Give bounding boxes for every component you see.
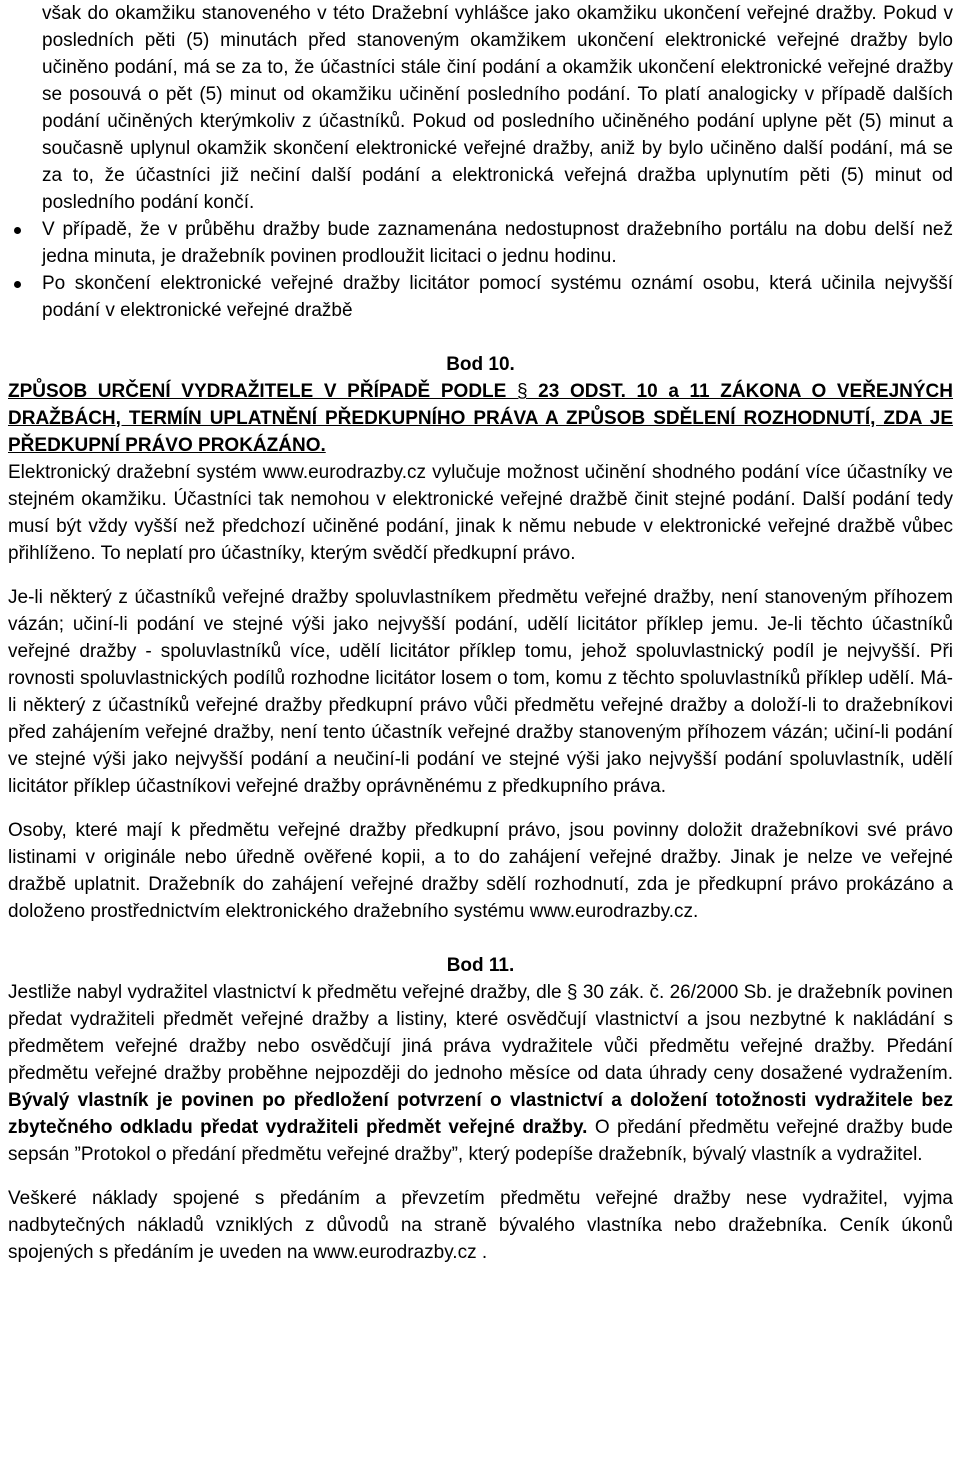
paragraph-text-end: O předání předmětu veřejné dražby bude sepsán ”Protokol o předání předmětu veřejné dražby”, který podepíše dražebník, bývalý vlastník a vydražitel. <box>8 1117 953 1165</box>
section-symbol: § <box>566 982 578 1003</box>
paragraph-text-cont: 30 zák. č. 26/2000 Sb. je dražebník povinen předat vydražiteli předmět veřejné dražby a listiny, které osvědčují vlastnictví a jsou nezbytné k nakládání s předmětem veřejné dražby nebo osvědčují jiná práva vydražitele vůči předmětu veřejné dražby. Předání předmětu veřejné dražby proběhne nejpozději do jednoho měsíce od data úhrady ceny dosažené vydražením. <box>8 982 953 1084</box>
section-title-bod-10: Bod 10. <box>446 354 515 375</box>
paragraph-text: Jestliže nabyl vydražitel vlastnictví k předmětu veřejné dražby, dle <box>8 982 567 1003</box>
bullet-list <box>8 0 953 324</box>
section-title-bod-11: Bod 11. <box>446 955 515 976</box>
paragraph-bod10-2: Je-li některý z účastníků veřejné dražby spoluvlastníkem předmětu veřejné dražby, není stanoveným příhozem vázán; učiní-li podání ve stejné výši jako nejvyšší podání, udělí licitátor příklep jemu. Je-li těchto účastníků veřejné dražby - spoluvlastníků více, udělí licitátor příklep tomu, jehož spoluvlastnický podíl je nejvyšší. Při rovnosti spoluvlastnických podílů rozhodne licitátor losem o tom, komu z těchto spoluvlastníků příklep udělí. Má-li některý z účastníků veřejné dražby předkupní právo vůči předmětu veřejné dražby a doloží-li to dražebníkovi před zahájením veřejné dražby, není tento účastník veřejné dražby stanoveným příhozem vázán; učiní-li podání ve stejné výši jako nejvyšší podání a neučiní-li podání ve stejné výši jako nejvyšší podání spoluvlastník, udělí licitátor příklep účastníkovi veřejné dražby oprávněnému z předkupního práva. <box>8 587 953 797</box>
document-page <box>8 0 953 1266</box>
section-symbol: § <box>516 381 528 402</box>
paragraph-bod10-1: Elektronický dražební systém www.eurodrazby.cz vylučuje možnost učinění shodného podání více účastníky ve stejném okamžiku. Účastníci tak nemohou v elektronické veřejné dražbě činit stejné podání. Další podání tedy musí být vždy vyšší než předchozí učiněné podání, jinak k němu nebude v elektronické veřejné dražbě vůbec přihlíženo. To neplatí pro účastníky, kterým svědčí předkupní právo. <box>8 462 953 564</box>
heading-text: ZPŮSOB URČENÍ VYDRAŽITELE V PŘÍPADĚ PODLE <box>8 381 517 402</box>
section-heading-bod-10 <box>8 378 953 459</box>
heading-text-cont: 23 ODST. 10 a 11 ZÁKONA O VEŘEJNÝCH DRAŽBÁCH, TERMÍN UPLATNĚNÍ PŘEDKUPNÍHO PRÁVA A ZPŮSOB SDĚLENÍ ROZHODNUTÍ, ZDA JE PŘEDKUPNÍ PRÁVO PROKÁZÁNO. <box>8 381 954 456</box>
spacer <box>8 324 953 351</box>
paragraph-bod11-2: Veškeré náklady spojené s předáním a převzetím předmětu veřejné dražby nese vydražitel, vyjma nadbytečných nákladů vzniklých z důvodů na straně bývalého vlastníka nebo dražebníka. Ceník úkonů spojených s předáním je uveden na www.eurodrazby.cz . <box>8 1188 953 1263</box>
paragraph-bold-text: Bývalý vlastník je povinen po předložení potvrzení o vlastnictví a doložení totožnosti vydražitele bez zbytečného odkladu předat vydražiteli předmět veřejné dražby. <box>8 1090 953 1138</box>
list-item-auction-result: Po skončení elektronické veřejné dražby licitátor pomocí systému oznámí osobu, která učinila nejvyšší podání v elektronické veřejné dražbě <box>42 270 953 324</box>
paragraph-bod11-1 <box>8 979 953 1168</box>
spacer <box>8 925 953 952</box>
list-item-portal-outage: V případě, že v průběhu dražby bude zaznamenána nedostupnost dražebního portálu na dobu delší než jedna minuta, je dražebník povinen prodloužit licitaci o jednu hodinu. <box>42 216 953 270</box>
list-item-auction-end-extension: však do okamžiku stanoveného v této Dražební vyhlášce jako okamžiku ukončení veřejné dražby. Pokud v posledních pěti (5) minutách před stanoveným okamžikem ukončení elektronické veřejné dražby bylo učiněno podání, má se za to, že účastníci stále činí podání a okamžik ukončení elektronické veřejné dražby se posouvá o pět (5) minut od okamžiku učinění posledního podání. To platí analogicky v případě dalších podání učiněných kterýmkoliv z účastníků. Pokud od posledního učiněného podání uplyne pět (5) minut a současně uplynul okamžik skončení elektronické veřejné dražby, aniž by bylo učiněno další podání, má se za to, že účastníci již nečiní další podání a elektronická veřejná dražba uplynutím pěti (5) minut od posledního podání končí. <box>42 3 953 213</box>
spacer <box>8 800 953 817</box>
spacer <box>8 567 953 584</box>
paragraph-bod10-3: Osoby, které mají k předmětu veřejné dražby předkupní právo, jsou povinny doložit dražebníkovi své právo listinami v originále nebo úředně ověřené kopii, a to do zahájení veřejné dražby. Jinak je nelze ve veřejné dražbě uplatnit. Dražebník do zahájení veřejné dražby sdělí rozhodnutí, zda je předkupní právo prokázáno a doloženo prostřednictvím elektronického dražebního systému www.eurodrazby.cz. <box>8 820 953 922</box>
spacer <box>8 1168 953 1185</box>
